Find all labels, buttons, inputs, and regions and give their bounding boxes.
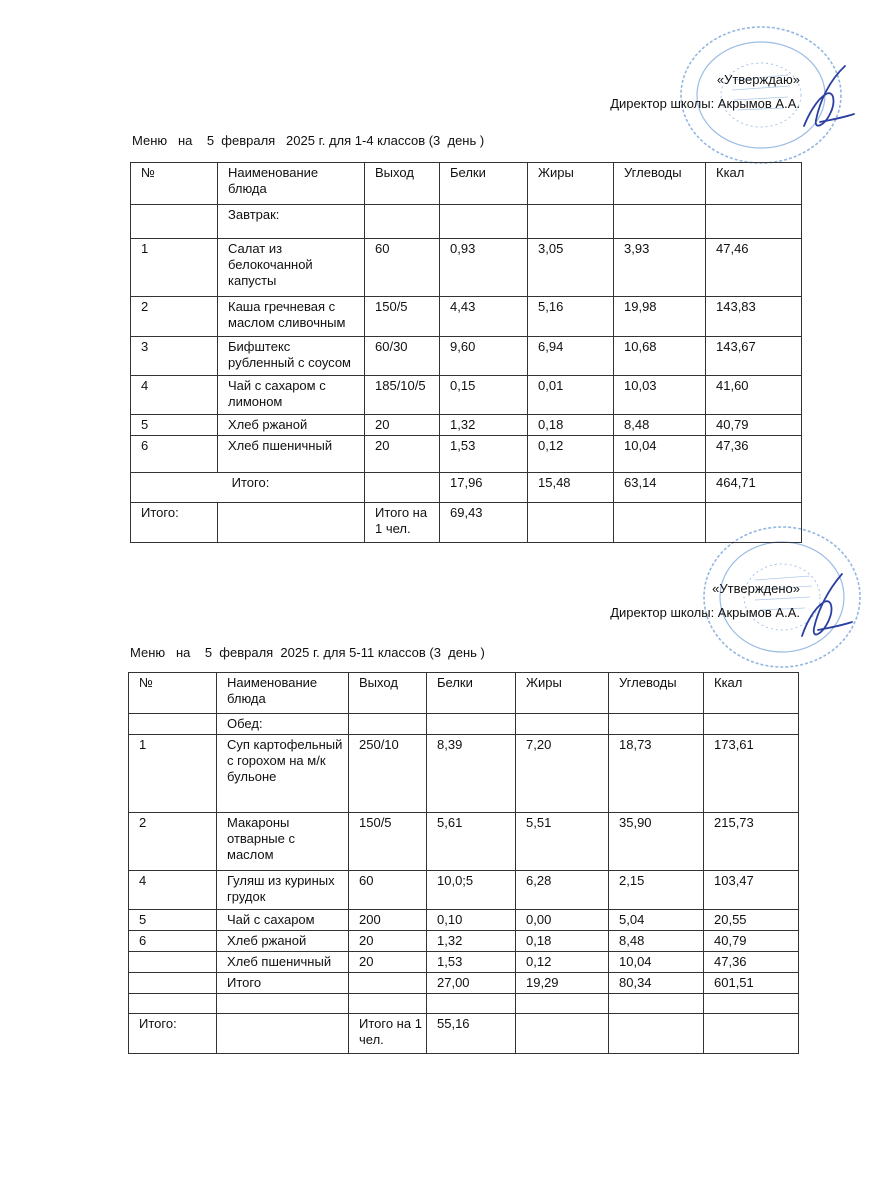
table-row [131, 337, 802, 376]
cell-number: 4 [129, 871, 217, 910]
header-cell: Ккал [704, 673, 799, 714]
cell-yield: 60 [349, 871, 427, 910]
cell-dish: Гуляш из куриных грудок [217, 871, 349, 910]
cell-protein: 9,60 [440, 337, 528, 376]
cell-carbs: 3,93 [614, 239, 706, 297]
cell-kcal: 143,83 [706, 297, 802, 337]
cell-number: 6 [131, 436, 218, 473]
table-header-row [129, 673, 799, 714]
subtotal-row [131, 473, 802, 503]
cell-dish: Салат из белокочанной капусты [218, 239, 365, 297]
total-per-person-value: 69,43 [440, 503, 528, 543]
cell-yield: 20 [365, 415, 440, 436]
cell-fat: 0,18 [516, 931, 609, 952]
cell-number [129, 952, 217, 973]
header-cell: № [129, 673, 217, 714]
cell-protein: 1,32 [427, 931, 516, 952]
cell-fat: 0,01 [528, 376, 614, 415]
cell-yield: 185/10/5 [365, 376, 440, 415]
cell-number: 5 [129, 910, 217, 931]
cell-yield: 20 [349, 931, 427, 952]
total-label: Итого: [131, 503, 218, 543]
subtotal-carbs: 63,14 [614, 473, 706, 503]
section-row [131, 205, 802, 239]
header-cell: Ккал [706, 163, 802, 205]
cell-yield: 60 [365, 239, 440, 297]
header-cell: Углеводы [609, 673, 704, 714]
cell-fat: 5,51 [516, 813, 609, 871]
subtotal-protein: 27,00 [427, 973, 516, 994]
cell-fat: 3,05 [528, 239, 614, 297]
table-row [131, 297, 802, 337]
header-cell: Выход [365, 163, 440, 205]
table-row [131, 239, 802, 297]
cell-dish: Каша гречневая с маслом сливочным [218, 297, 365, 337]
section-label: Обед: [217, 714, 349, 735]
table-row [131, 436, 802, 473]
cell-yield: 200 [349, 910, 427, 931]
cell-protein: 1,53 [440, 436, 528, 473]
cell-carbs: 5,04 [609, 910, 704, 931]
cell-carbs: 8,48 [609, 931, 704, 952]
header-cell: Углеводы [614, 163, 706, 205]
table-row [129, 813, 799, 871]
approval-block-bottom [610, 577, 800, 625]
total-label: Итого: [129, 1014, 217, 1054]
cell-kcal: 103,47 [704, 871, 799, 910]
menu-table-5-11 [128, 672, 799, 1054]
subtotal-protein: 17,96 [440, 473, 528, 503]
header-cell: Наименование блюда [218, 163, 365, 205]
cell-carbs: 10,04 [609, 952, 704, 973]
table-row [129, 931, 799, 952]
cell-dish: Суп картофельный с горохом на м/к бульоне [217, 735, 349, 813]
cell-number: 1 [131, 239, 218, 297]
subtotal-row [129, 973, 799, 994]
subtotal-carbs: 80,34 [609, 973, 704, 994]
cell-carbs: 2,15 [609, 871, 704, 910]
cell-number: 4 [131, 376, 218, 415]
cell-fat: 7,20 [516, 735, 609, 813]
approval-title: «Утверждено» [712, 581, 800, 596]
subtotal-label: Итого [217, 973, 349, 994]
cell-yield: 20 [365, 436, 440, 473]
approval-signatory: Директор школы: Акрымов А.А. [610, 96, 800, 111]
cell-fat: 6,28 [516, 871, 609, 910]
cell-kcal: 143,67 [706, 337, 802, 376]
cell-dish: Хлеб пшеничный [217, 952, 349, 973]
cell-number: 3 [131, 337, 218, 376]
cell-protein: 4,43 [440, 297, 528, 337]
table-row [131, 376, 802, 415]
header-cell: Белки [440, 163, 528, 205]
cell-yield: 20 [349, 952, 427, 973]
cell-yield: 250/10 [349, 735, 427, 813]
cell-dish: Чай с сахаром с лимоном [218, 376, 365, 415]
cell-protein: 8,39 [427, 735, 516, 813]
table-header-row [131, 163, 802, 205]
subtotal-kcal: 464,71 [706, 473, 802, 503]
cell-kcal: 40,79 [706, 415, 802, 436]
cell-carbs: 10,68 [614, 337, 706, 376]
cell-dish: Хлеб пшеничный [218, 436, 365, 473]
cell-dish: Бифштекс рубленный с соусом [218, 337, 365, 376]
total-per-person-label: Итого на 1 чел. [365, 503, 440, 543]
cell-protein: 1,32 [440, 415, 528, 436]
section-row [129, 714, 799, 735]
subtotal-label: Итого: [131, 473, 365, 503]
cell-number: 2 [131, 297, 218, 337]
cell-dish: Чай с сахаром [217, 910, 349, 931]
subtotal-kcal: 601,51 [704, 973, 799, 994]
section-label: Завтрак: [218, 205, 365, 239]
cell-number: 5 [131, 415, 218, 436]
menu-caption-5-11: Меню на 5 февраля 2025 г. для 5-11 классов (3 день ) [130, 645, 485, 660]
cell-carbs: 19,98 [614, 297, 706, 337]
cell-protein: 10,0;5 [427, 871, 516, 910]
menu-table-1-4 [130, 162, 802, 543]
header-cell: Жиры [516, 673, 609, 714]
signature-icon [790, 568, 860, 648]
table-row [129, 871, 799, 910]
cell-carbs: 18,73 [609, 735, 704, 813]
header-cell: Жиры [528, 163, 614, 205]
empty-row [129, 994, 799, 1014]
cell-carbs: 35,90 [609, 813, 704, 871]
total-row [131, 503, 802, 543]
approval-title: «Утверждаю» [716, 72, 800, 87]
cell-fat: 0,12 [516, 952, 609, 973]
cell-carbs: 10,04 [614, 436, 706, 473]
total-row [129, 1014, 799, 1054]
cell-kcal: 41,60 [706, 376, 802, 415]
header-cell: Выход [349, 673, 427, 714]
cell-protein: 5,61 [427, 813, 516, 871]
cell-kcal: 47,36 [706, 436, 802, 473]
cell-dish: Хлеб ржаной [218, 415, 365, 436]
subtotal-fat: 15,48 [528, 473, 614, 503]
approval-block-top [610, 68, 800, 116]
header-cell: Наименование блюда [217, 673, 349, 714]
cell-yield: 150/5 [349, 813, 427, 871]
approval-signatory: Директор школы: Акрымов А.А. [610, 605, 800, 620]
cell-number: 2 [129, 813, 217, 871]
table-row [129, 910, 799, 931]
cell-fat: 6,94 [528, 337, 614, 376]
header-cell: Белки [427, 673, 516, 714]
cell-fat: 0,18 [528, 415, 614, 436]
cell-fat: 0,00 [516, 910, 609, 931]
cell-kcal: 20,55 [704, 910, 799, 931]
menu-caption-1-4: Меню на 5 февраля 2025 г. для 1-4 классов (3 день ) [132, 133, 485, 148]
cell-number: 1 [129, 735, 217, 813]
cell-fat: 0,12 [528, 436, 614, 473]
cell-kcal: 215,73 [704, 813, 799, 871]
cell-protein: 0,93 [440, 239, 528, 297]
signature-icon [790, 60, 860, 140]
cell-carbs: 10,03 [614, 376, 706, 415]
total-per-person-label: Итого на 1 чел. [349, 1014, 427, 1054]
header-cell: № [131, 163, 218, 205]
cell-carbs: 8,48 [614, 415, 706, 436]
cell-kcal: 47,36 [704, 952, 799, 973]
cell-protein: 1,53 [427, 952, 516, 973]
table-row [129, 735, 799, 813]
cell-protein: 0,15 [440, 376, 528, 415]
cell-yield: 60/30 [365, 337, 440, 376]
cell-protein: 0,10 [427, 910, 516, 931]
cell-yield: 150/5 [365, 297, 440, 337]
subtotal-fat: 19,29 [516, 973, 609, 994]
cell-number: 6 [129, 931, 217, 952]
cell-kcal: 173,61 [704, 735, 799, 813]
cell-dish: Макароны отварные с маслом [217, 813, 349, 871]
table-row [129, 952, 799, 973]
cell-kcal: 47,46 [706, 239, 802, 297]
total-per-person-value: 55,16 [427, 1014, 516, 1054]
cell-fat: 5,16 [528, 297, 614, 337]
cell-kcal: 40,79 [704, 931, 799, 952]
table-row [131, 415, 802, 436]
cell-dish: Хлеб ржаной [217, 931, 349, 952]
